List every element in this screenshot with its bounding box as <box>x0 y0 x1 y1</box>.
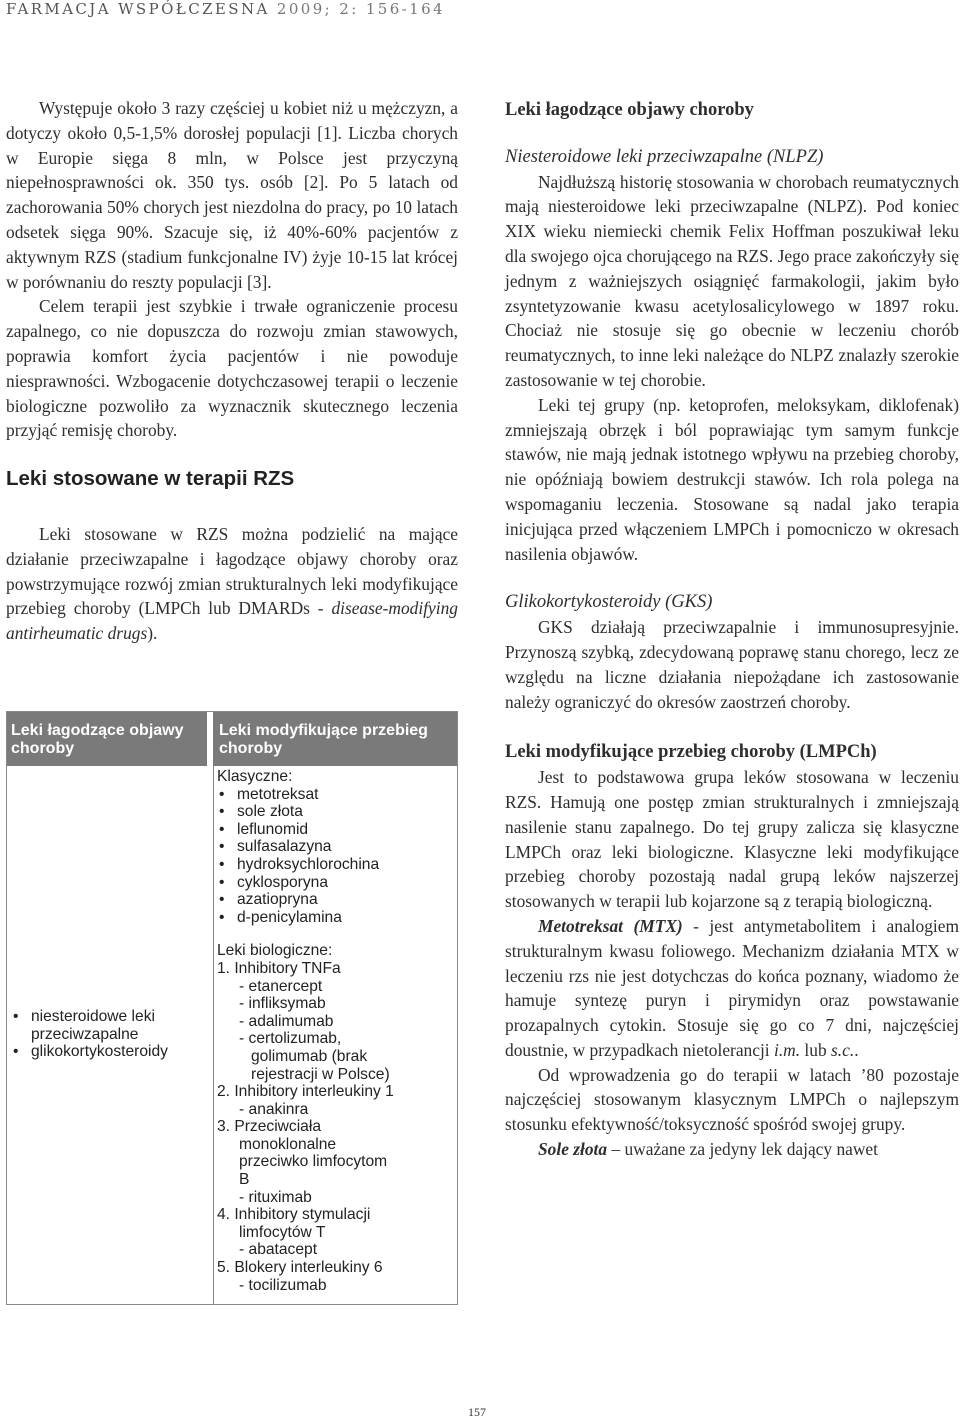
section-heading-drugs: Leki stosowane w terapii RZS <box>6 467 295 491</box>
list-item: 1. Inhibitory TNFa <box>217 959 341 977</box>
list-item: monoklonalne <box>239 1135 337 1153</box>
biologic-label: Leki biologiczne: <box>217 942 333 960</box>
paragraph-nlpz-history: Najdłuższą historię stosowania w chorobach reumatycznych mają niesteroidowe leki przeciwzapalne (NLPZ). Pod koniec XIX wieku niemiecki chemik Felix Hoffman poszukiwał leku dla swojego ojca chorującego na RZS. Jego prace zakończyły się jednym z ważniejszych osiągnięć farmakologii, jakim było zsyntetyzowanie kwasu acetylosalicylowego w 1897 roku. Chociaż nie stosuje się go obecnie w leczeniu chorób reumatycznych, to inne leki należące do NLPZ znalazły szerokie zastosowanie w tej chorobie. <box>505 171 959 390</box>
list-item: - abatacept <box>239 1241 318 1259</box>
paragraph-drug-classes: Leki stosowane w RZS można podzielić na mające działanie przeciwzapalne i łagodzące objawy choroby oraz powstrzymujące rozwój zmian strukturalnych leki modyfikujące przebieg choroby (LMPCh lub DMARDs - disease-modifying antirheumatic drugs). <box>6 523 458 644</box>
running-head <box>6 0 445 18</box>
list-item: • azatiopryna <box>217 891 455 909</box>
gold-term: Sole złota <box>538 1139 608 1160</box>
paragraph-therapy-goal: Celem terapii jest szybkie i trwałe ograniczenie procesu zapalnego, co nie dopuszcza do rozwoju zmian stawowych, poprawia komfort życia pacjentów i nie powoduje niesprawności. Wzbogacenie dotychczasowej terapii o leczenie biologiczne pozwoliło za wyznacznik skutecznego leczenia przyjąć remisję choroby. <box>6 296 458 441</box>
list-item: 3. Przeciwciała <box>217 1118 321 1136</box>
list-item: golimumab (brak <box>251 1047 368 1065</box>
paragraph-lmpch: Jest to podstawowa grupa leków stosowana w leczeniu RZS. Hamują one postęp zmian strukturalnych i zmniejszają nasilenie stanu zapalnego. Do tej grupy zalicza się klasyczne LMPCh oraz leki biologiczne. Klasyczne leki modyfikujące przebieg choroby pozostają nadal grupą leków najszerzej stosowanych w terapii lub kojarzone są z terapią biologiczną. <box>505 767 959 912</box>
section-heading-lmpch: Leki modyfikujące przebieg choroby (LMPCh) <box>505 742 877 763</box>
journal-citation: 2009; 2: 156-164 <box>276 0 445 18</box>
list-item: • metotreksat <box>217 786 455 804</box>
list-item: 2. Inhibitory interleukiny 1 <box>217 1083 394 1101</box>
list-item: - rituximab <box>239 1188 312 1206</box>
list-item: - infliksymab <box>239 995 326 1013</box>
table-cell-modifying <box>217 768 455 1294</box>
drug-classification-table <box>6 711 458 1305</box>
list-item: 4. Inhibitory stymulacji <box>217 1206 371 1224</box>
list-item: • leflunomid <box>217 821 455 839</box>
paragraph-gks: GKS działają przeciwzapalnie i immunosupresyjnie. Przynoszą szybką, zdecydowaną poprawę stanu chorego, lecz ze względu na liczne działania niepożądane ich zastosowanie należy ograniczyć do okresów zaostrzeń choroby. <box>505 617 959 712</box>
paragraph-mtx-history: Od wprowadzenia go do terapii w latach ’80 pozostaje najczęściej stosowanym klasycznym LMPCh o najlepszym stosunku efektywność/toksyczność spośród swojej grupy. <box>505 1064 959 1135</box>
list-item: • sulfasalazyna <box>217 838 455 856</box>
subheading-nlpz: Niesteroidowe leki przeciwzapalne (NLPZ) <box>505 146 824 167</box>
dmards-term: disease-modifying antirheumatic drugs <box>6 598 458 644</box>
list-item: - tocilizumab <box>239 1276 327 1294</box>
table-header-modifying: Leki modyfikujące przebieg choroby <box>213 712 457 766</box>
list-item: limfocytów T <box>239 1223 326 1241</box>
list-item: przeciwko limfocytom <box>239 1153 388 1171</box>
list-item: - adalimumab <box>239 1012 334 1030</box>
journal-name: FARMACJA WSPÓŁCZESNA <box>6 0 270 18</box>
biologic-list <box>217 960 455 1294</box>
mtx-term: Metotreksat (MTX) <box>538 915 683 936</box>
table-header-symptomatic: Leki łagodzące objawy choroby <box>7 712 207 766</box>
list-item: rejestracji w Polsce) <box>251 1065 390 1083</box>
list-item: 5. Blokery interleukiny 6 <box>217 1259 383 1277</box>
paragraph-gold: Sole złota – uważane za jedyny lek dający nawet <box>538 1139 878 1160</box>
classic-label: Klasyczne: <box>217 768 293 785</box>
page-number: 157 <box>468 1405 486 1419</box>
subheading-gks: Glikokortykosteroidy (GKS) <box>505 592 713 613</box>
paragraph-nlpz-action: Leki tej grupy (np. ketoprofen, meloksykam, diklofenak) zmniejszają obrzęk i ból poprawiając tym samym funkcje stawów, nie mają jednak istotnego wpływu na przebieg choroby, nie opóźniają bowiem destrukcji stawów. Ich rola polega na wspomaganiu leczenia. Stosowane są nadal jako terapia inicjująca przed włączeniem LMPCh i pomocniczo w okresach nasilenia objawów. <box>505 394 959 564</box>
list-item: • niesteroidowe leki przeciwzapalne <box>11 1008 209 1043</box>
left-column <box>6 96 458 646</box>
list-item: • cyklosporyna <box>217 874 455 892</box>
list-item: - certolizumab, <box>239 1030 342 1048</box>
list-item: • hydroksychlorochina <box>217 856 455 874</box>
section-heading-symptomatic: Leki łagodzące objawy choroby <box>505 100 754 120</box>
list-item: • d-penicylamina <box>217 909 455 927</box>
list-item: • sole złota <box>217 803 455 821</box>
table-cell-symptomatic <box>11 1008 209 1061</box>
list-item: - anakinra <box>239 1100 309 1118</box>
list-item: B <box>239 1171 250 1189</box>
paragraph-epidemiology: Występuje około 3 razy częściej u kobiet niż u mężczyzn, a dotyczy około 0,5-1,5% dorosłej populacji [1]. Liczba chorych w Europie sięga 8 mln, w Polsce jest przyczyną niepełnosprawności ok. 350 tys. osób [2]. Po 5 latach od zachorowania 50% chorych jest niezdolna do pracy, po 10 latach odsetek sięga 90%. Szacuje się, iż 40%-60% pacjentów z aktywnym RZS (stadium funkcjonalne IV) żyje 10-15 lat krócej w porównaniu do reszty populacji [3]. <box>6 98 458 292</box>
table-column-divider <box>213 766 214 1304</box>
list-item: • glikokortykosteroidy <box>11 1043 209 1061</box>
right-column <box>505 98 959 1162</box>
paragraph-mtx: Metotreksat (MTX) - jest antymetabolitem i analogiem strukturalnym kwasu foliowego. Mechanizm działania MTX w leczeniu rzs nie jest dotychczas do końca poznany, wiadomo że hamuje syntezę puryn i pirymidyn oraz powstawanie prozapalnych cytokin. Stosuje się go co 7 dni, najczęściej doustnie, w przypadkach nietolerancji i.m. lub s.c.. <box>505 915 959 1060</box>
list-item: - etanercept <box>239 977 323 995</box>
